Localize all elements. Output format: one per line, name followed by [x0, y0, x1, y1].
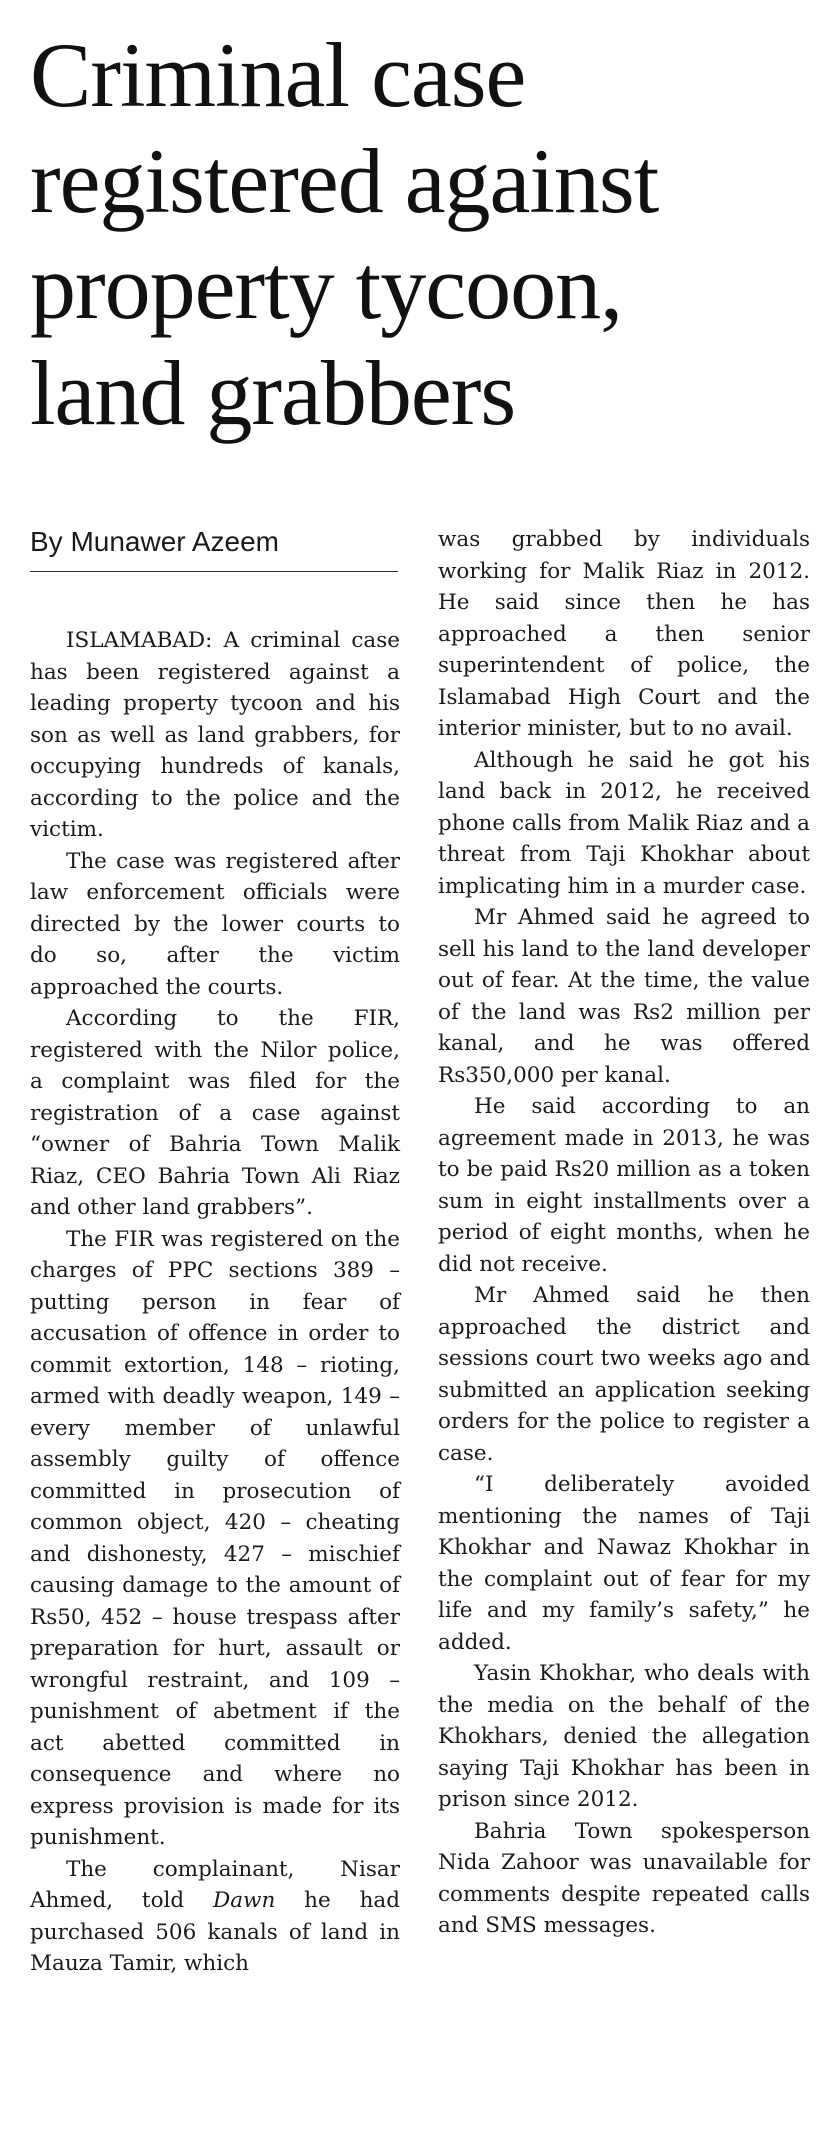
paragraph: The FIR was registered on the charges of PPC sections 389 – putting person in fear of accusation of offence in order to commit extortion, 148 – rioting, armed with deadly weapon, 149 – every member of unlawful assembly guilty of offence committed in prosecution of common object, 420 – cheating and dishonesty, 427 – mischief causing damage to the amount of Rs50, 452 – house trespass after preparation for hurt, assault or wrongful restraint, and 109 – punishment of abetment if the act abetted committed in consequence and where no express provision is made for its punishment.	[30, 1226, 400, 1850]
publication-name: Dawn	[213, 1888, 276, 1913]
headline-line: land grabbers	[30, 342, 516, 444]
paragraph-continued: was grabbed by individuals working for Malik Riaz in 2012. He said since then he has approached a then senior superintendent of police, the Islamabad High Court and the interior minister, but to no avail.	[438, 527, 810, 741]
dateline: ISLAMABAD:	[66, 628, 213, 653]
paragraph: Mr Ahmed said he then approached the district and sessions court two weeks ago and submitted an application seeking orders for the police to register a case.	[438, 1283, 810, 1466]
paragraph: Mr Ahmed said he agreed to sell his land to the land developer out of fear. At the time, the value of the land was Rs2 million per kanal, and he was offered Rs350,000 per kanal.	[438, 905, 810, 1088]
article-column-left	[30, 625, 400, 1980]
paragraph: The complainant, Nisar Ahmed, told Dawn he had purchased 506 kanals of land in Mauza Tamir, which	[30, 1856, 400, 1976]
headline-line: property tycoon,	[30, 236, 623, 338]
article-column-right	[438, 524, 810, 1942]
paragraph: Yasin Khokhar, who deals with the media on the behalf of the Khokhars, denied the allegation saying Taji Khokhar has been in prison since 2012.	[438, 1661, 810, 1812]
paragraph: According to the FIR, registered with the Nilor police, a complaint was filed for the registration of a case against “owner of Bahria Town Malik Riaz, CEO Bahria Town Ali Riaz and other land grabbers”.	[30, 1006, 400, 1220]
article-headline	[30, 22, 810, 446]
headline-line: registered against	[30, 130, 659, 232]
paragraph: ISLAMABAD: A criminal case has been registered against a leading property tycoon and his son as well as land grabbers, for occupying hundreds of kanals, according to the police and the victim.	[30, 628, 400, 842]
paragraph: Bahria Town spokesperson Nida Zahoor was unavailable for comments despite repeated calls and SMS messages.	[438, 1818, 810, 1938]
paragraph: The case was registered after law enforcement officials were directed by the lower courts to do so, after the victim approached the courts.	[30, 848, 400, 1000]
paragraph: “I deliberately avoided mentioning the names of Taji Khokhar and Nawaz Khokhar in the complaint out of fear for my life and my family’s safety,” he added.	[438, 1472, 810, 1655]
byline: By Munawer Azeem	[30, 525, 398, 572]
headline-line: Criminal case	[30, 24, 526, 126]
paragraph: He said according to an agreement made in 2013, he was to be paid Rs20 million as a token sum in eight installments over a period of eight months, when he did not receive.	[438, 1094, 810, 1277]
paragraph: Although he said he got his land back in 2012, he received phone calls from Malik Riaz and a threat from Taji Khokhar about implicating him in a murder case.	[438, 747, 810, 899]
